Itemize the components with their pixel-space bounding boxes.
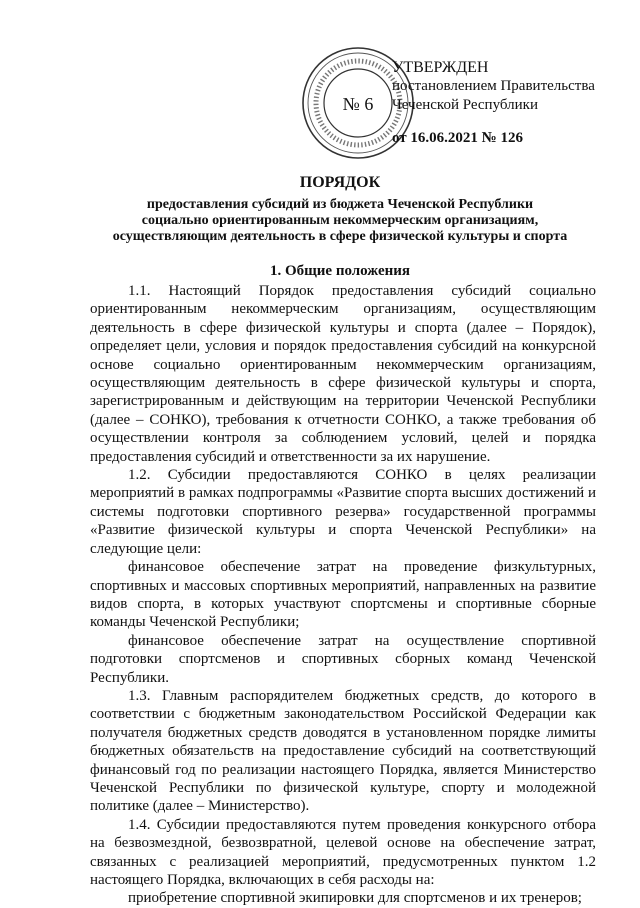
approval-line-2: Чеченской Республики — [392, 97, 538, 113]
paragraph: 1.3. Главным распорядителем бюджетных средств, до которого в соответствии с бюджетным законодательством Российской Федерации как получателя бюджетных средств доводятся в установленном порядке лимиты бюджетных обязательств на предоставление субсидий на соответствующий финансовый год по реализации настоящего Порядка, является Министерство Чеченской Республики по физической культуре, спорту и молодежной политике (далее – Министерство). — [90, 687, 596, 815]
decree-reference: от 16.06.2021 № 126 — [392, 130, 523, 146]
document-body — [90, 282, 596, 908]
approval-block — [392, 58, 595, 148]
paragraph: финансовое обеспечение затрат на проведение физкультурных, спортивных и массовых спортивных мероприятий, направленных на развитие видов спорта, в которых участвуют спортсмены и спортивные сборные команды Чеченской Республики; — [90, 559, 596, 631]
subtitle-line: предоставления субсидий из бюджета Чеченской Республики — [146, 197, 534, 212]
document-subtitle — [80, 197, 600, 245]
approval-line-1: постановлением Правительства — [392, 78, 595, 94]
paragraph: 1.2. Субсидии предоставляются СОНКО в целях реализации мероприятий в рамках подпрограммы «Развитие спорта высших достижений и системы подготовки спортивного резерва» государственной программы «Развитие физической культуры и спорта Чеченской Республики» на следующие цели: — [90, 467, 596, 557]
document-header — [80, 173, 600, 280]
section-heading: 1. Общие положения — [269, 263, 411, 279]
paragraph: финансовое обеспечение затрат на осуществление спортивной подготовки спортсменов и спортивных сборных команд Чеченской Республики. — [90, 632, 596, 686]
paragraph: приобретение спортивной экипировки для спортсменов и их тренеров; — [128, 890, 582, 907]
paragraph: 1.4. Субсидии предоставляются путем проведения конкурсного отбора на безвозмездной, безвозвратной, целевой основе на обеспечение затрат, связанных с реализацией мероприятий, предусмотренных пунктом 1.2 настоящего Порядка, включающих в себя расходы на: — [90, 816, 596, 888]
subtitle-line: осуществляющим деятельность в сфере физической культуры и спорта — [112, 229, 568, 244]
approval-title: УТВЕРЖДЕН — [392, 59, 489, 76]
subtitle-line: социально ориентированным некоммерческим организациям, — [141, 213, 539, 228]
document-title: ПОРЯДОК — [299, 174, 381, 191]
seal-number: № 6 — [342, 94, 374, 114]
paragraph: 1.1. Настоящий Порядок предоставления субсидий социально ориентированным некоммерческим организациям, осуществляющим деятельность в сфере физической культуры и спорта (далее – Порядок), определяет цели, условия и порядок предоставления субсидий на конкурсной основе социально ориентированным некоммерческим организациям, осуществляющим деятельность в сфере физической культуры и спорта, зарегистрированным и действующим на территории Чеченской Республики (далее – СОНКО), требования к отчетности СОНКО, а также требования об осуществлении контроля за соблюдением условий, целей и порядка предоставления субсидий и ответственности за их нарушение. — [90, 283, 596, 465]
